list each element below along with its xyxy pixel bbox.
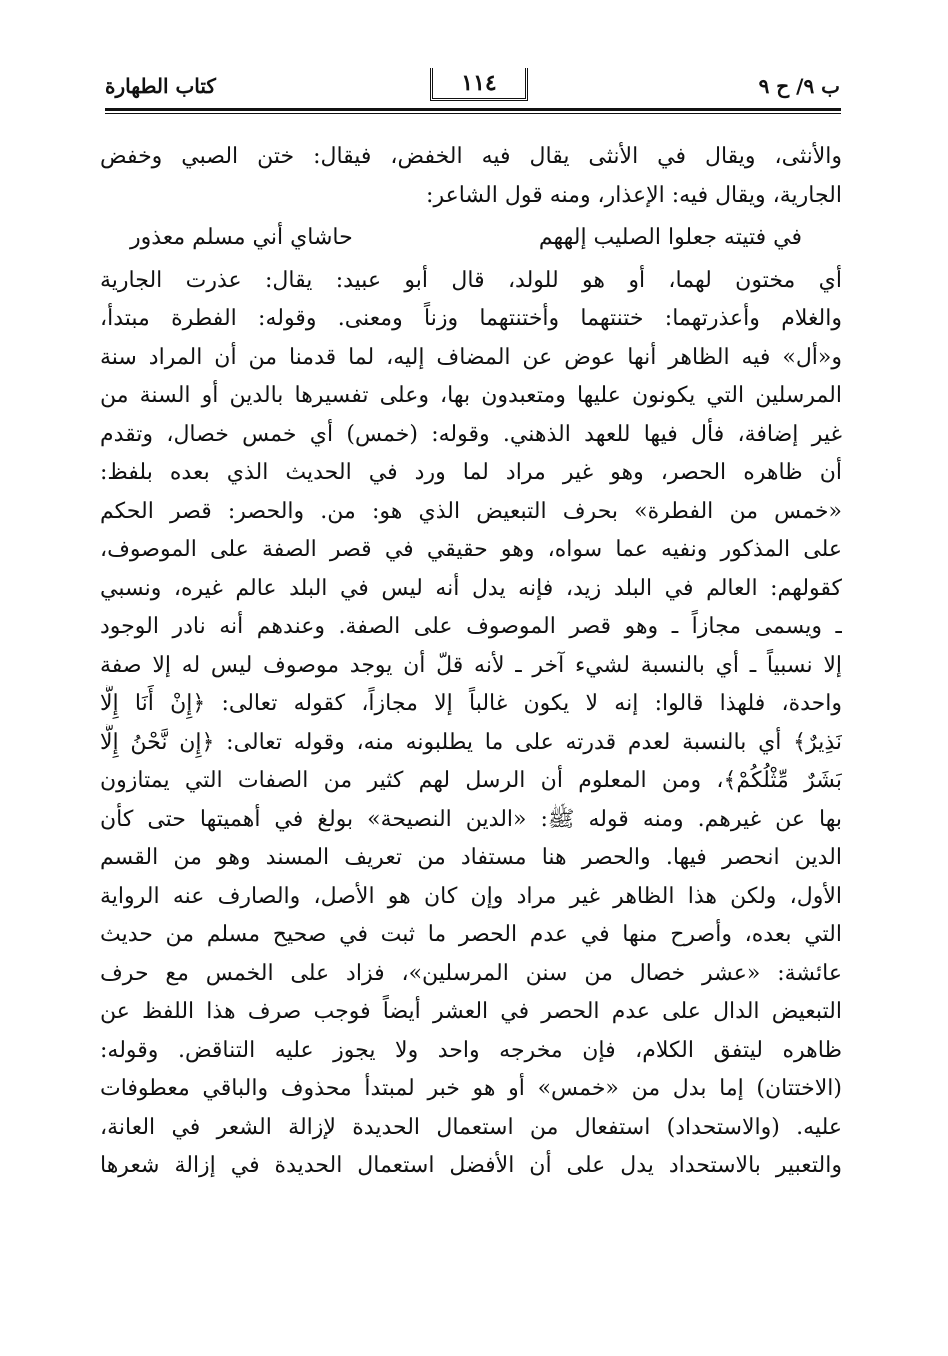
text-line: المرسلين التي يكونون عليها ومتعبدون بها، وعلى تفسيرها بالدين أو السنة من [100, 383, 842, 408]
header-rule [105, 108, 841, 111]
text-line: إلا نسبياً ـ أي بالنسبة لشيء آخر ـ لأنه قلّ أن يوجد موصوف ليس له إلا صفة [100, 652, 842, 678]
text-line: أي مختون لهما، أو هو للولد، قال أبو عبيد: يقال: عذرت الجارية [100, 267, 842, 293]
text-line: و«أل» فيه الظاهر أنها عوض عن المضاف إليه، لما قدمنا من أن المراد سنة [100, 344, 842, 370]
page-body [100, 138, 842, 1186]
text-line: التي بعده، وأصرح منها في عدم الحصر ما ثبت في صحيح مسلم من حديث [100, 922, 842, 947]
text-line: غير إضافة، فأل فيها للعهد الذهني. وقوله: (خمس) أي خمس خصال، وتقدم [100, 421, 842, 447]
text-line: على المذكور ونفيه عما سواه، وهو حقيقي في قصر الصفة على الموصوف، [100, 537, 842, 562]
text-line: نَذِيرٌ﴾ أي بالنسبة لعدم قدرته على ما يطلبونه منه، وقوله تعالى: ﴿إِن نَّحْنُ إِلَّا [100, 729, 842, 755]
text-line: ظاهره ليتفق الكلام، فإن مخرجه واحد ولا يجوز عليه التناقض. وقوله: [100, 1037, 842, 1063]
book-title: كتاب الطهارة [105, 74, 216, 98]
text-line: عائشة: «عشر خصال من سنن المرسلين»، فزاد على الخمس مع حرف [100, 960, 842, 986]
text-line: (الاختتان) إما بدل من «خمس» أو هو خبر لمبتدأ محذوف والباقي معطوفات [100, 1076, 842, 1101]
page-header [105, 68, 840, 104]
text-line: التبعيض الدال على عدم الحصر في العشر أيضاً فوجب صرف هذا اللفظ عن [100, 999, 842, 1024]
text-line: ـ ويسمى مجازاً ـ وهو قصر الموصوف على الصفة. وعندهم أنه نادر الوجود [100, 614, 842, 639]
poetry-verse [100, 219, 842, 258]
text-line: بَشَرٌ مِّثْلُكُمْ﴾، ومن المعلوم أن الرسل لهم كثير من الصفات التي يمتازون [100, 768, 842, 793]
verse-first-hemistich: في فتيته جعلوا الصليب إلههم [538, 225, 802, 250]
text-line: والتعبير بالاستحداد يدل على أن الأفضل استعمال الحديدة في إزالة شعرها [100, 1153, 842, 1178]
page-number: ١١٤ [430, 68, 528, 101]
text-line: والغلام وأعذرتهما: ختنتهما وأختنتهما وزناً ومعنى. وقوله: الفطرة مبتدأ، [100, 306, 842, 331]
text-line: الأول، ولكن هذا الظاهر غير مراد وإن كان هو الأصل، والصارف عنه الرواية [100, 883, 842, 909]
text-line: واحدة، فلهذا قالوا: إنه لا يكون غالباً إلا مجازاً، كقوله تعالى: ﴿إِنْ أَنَا إِلَّا [100, 691, 842, 716]
text-line: الدين انحصر فيها. والحصر هنا مستفاد من تعريف المسند وهو من القسم [100, 845, 842, 870]
text-line: «خمس من الفطرة» بحرف التبعيض الذي هو: من. والحصر: قصر الحكم [100, 498, 842, 524]
text-line: أن ظاهره الحصر، وهو غير مراد لما ورد في الحديث الذي بعده بلفظ: [100, 460, 842, 485]
header-rule-thin [105, 113, 841, 114]
verse-second-hemistich: حاشاي أني مسلم معذور [130, 225, 353, 250]
text-line: والأنثى، ويقال في الأنثى يقال فيه الخفض، فيقال: ختن الصبي وخفض [100, 144, 842, 169]
text-line: بها عن غيرهم. ومنه قوله ﷺ: «الدين النصيحة» بولغ في أهميتها حتى كأن [100, 806, 842, 832]
chapter-reference: ب ٩/ ح ٩ [758, 74, 840, 98]
text-line: كقولهم: العالم في البلد زيد، فإنه يدل أنه ليس في البلد عالم غيره، ونسبي [100, 575, 842, 601]
text-line: عليه. (والاستحداد) استفعال من استعمال الحديدة لإزالة الشعر في العانة، [100, 1114, 842, 1140]
text-line: الجارية، ويقال فيه: الإعذار، ومنه قول الشاعر: [426, 182, 842, 208]
